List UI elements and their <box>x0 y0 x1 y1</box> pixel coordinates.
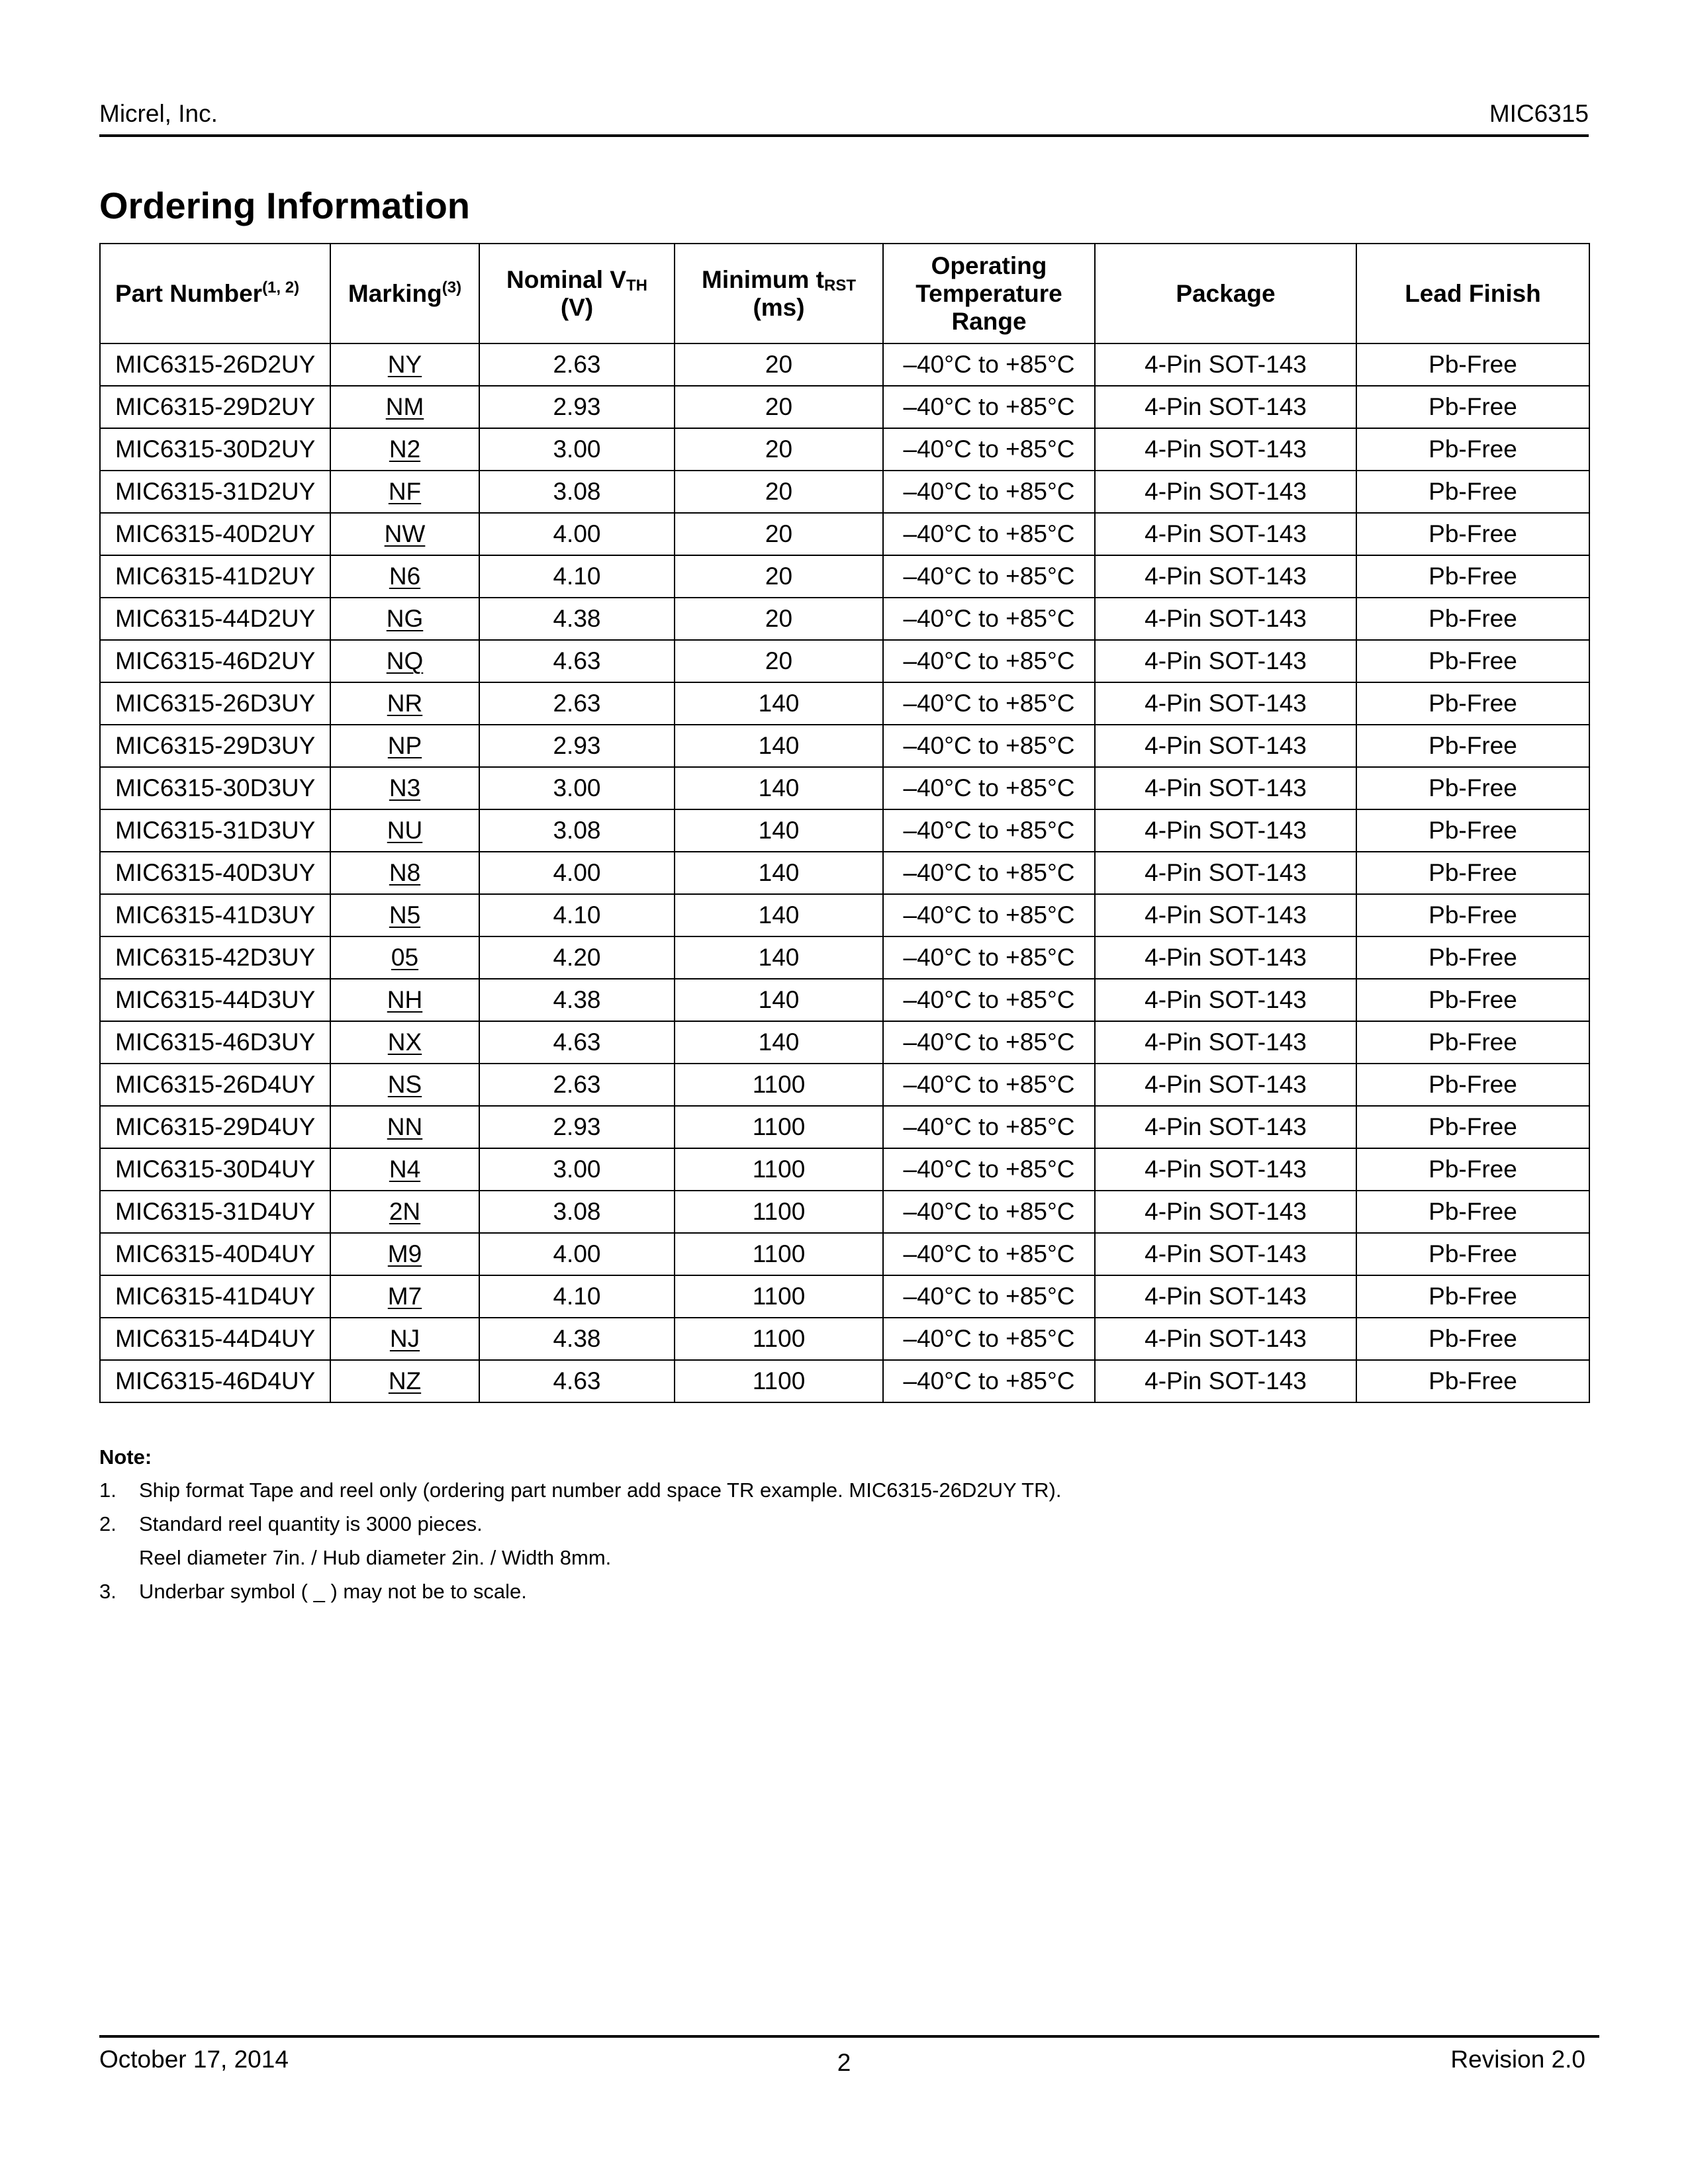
cell-nominal-vth: 4.63 <box>479 1021 675 1064</box>
marking-code: M9 <box>387 1240 422 1267</box>
cell-package: 4-Pin SOT-143 <box>1095 1275 1356 1318</box>
table-row <box>100 513 1589 555</box>
cell-package: 4-Pin SOT-143 <box>1095 1233 1356 1275</box>
cell-part-number: MIC6315-30D3UY <box>100 767 330 809</box>
cell-lead-finish: Pb-Free <box>1356 1318 1589 1360</box>
cell-package: 4-Pin SOT-143 <box>1095 513 1356 555</box>
cell-marking <box>330 682 479 725</box>
cell-part-number: MIC6315-44D2UY <box>100 598 330 640</box>
cell-marking <box>330 1021 479 1064</box>
marking-code: NF <box>388 478 422 505</box>
note-text: Standard reel quantity is 3000 pieces. <box>139 1512 483 1535</box>
table-row <box>100 1148 1589 1191</box>
cell-lead-finish: Pb-Free <box>1356 1275 1589 1318</box>
cell-lead-finish: Pb-Free <box>1356 428 1589 471</box>
col-header-lead-finish: Lead Finish <box>1356 244 1589 343</box>
cell-nominal-vth: 2.63 <box>479 343 675 386</box>
cell-temperature-range: –40°C to +85°C <box>883 894 1095 936</box>
cell-package: 4-Pin SOT-143 <box>1095 894 1356 936</box>
table-row <box>100 979 1589 1021</box>
cell-nominal-vth: 2.93 <box>479 386 675 428</box>
note-item <box>99 1545 1589 1571</box>
cell-minimum-trst: 20 <box>675 555 883 598</box>
marking-code: N5 <box>389 901 421 929</box>
cell-part-number: MIC6315-41D2UY <box>100 555 330 598</box>
marking-code: NP <box>387 732 422 759</box>
marking-code: 05 <box>391 944 419 971</box>
cell-lead-finish: Pb-Free <box>1356 1191 1589 1233</box>
table-row <box>100 1233 1589 1275</box>
cell-marking <box>330 428 479 471</box>
table-row <box>100 343 1589 386</box>
note-text: Underbar symbol ( _ ) may not be to scale. <box>139 1580 527 1603</box>
cell-lead-finish: Pb-Free <box>1356 471 1589 513</box>
cell-temperature-range: –40°C to +85°C <box>883 471 1095 513</box>
cell-minimum-trst: 140 <box>675 852 883 894</box>
cell-marking <box>330 809 479 852</box>
note-number: 1. <box>99 1479 117 1502</box>
cell-nominal-vth: 4.10 <box>479 1275 675 1318</box>
footer-date: October 17, 2014 <box>99 2046 289 2073</box>
cell-temperature-range: –40°C to +85°C <box>883 725 1095 767</box>
cell-temperature-range: –40°C to +85°C <box>883 1106 1095 1148</box>
cell-nominal-vth: 4.63 <box>479 1360 675 1402</box>
cell-package: 4-Pin SOT-143 <box>1095 428 1356 471</box>
cell-minimum-trst: 20 <box>675 513 883 555</box>
marking-code: 2N <box>389 1198 421 1225</box>
cell-marking <box>330 1106 479 1148</box>
marking-code: NY <box>387 351 422 378</box>
cell-minimum-trst: 140 <box>675 767 883 809</box>
cell-package: 4-Pin SOT-143 <box>1095 852 1356 894</box>
cell-part-number: MIC6315-41D3UY <box>100 894 330 936</box>
cell-nominal-vth: 4.10 <box>479 894 675 936</box>
cell-lead-finish: Pb-Free <box>1356 386 1589 428</box>
cell-package: 4-Pin SOT-143 <box>1095 1064 1356 1106</box>
cell-package: 4-Pin SOT-143 <box>1095 1106 1356 1148</box>
cell-part-number: MIC6315-46D4UY <box>100 1360 330 1402</box>
cell-nominal-vth: 4.38 <box>479 1318 675 1360</box>
cell-lead-finish: Pb-Free <box>1356 682 1589 725</box>
cell-minimum-trst: 140 <box>675 809 883 852</box>
marking-code: NH <box>387 986 423 1013</box>
cell-nominal-vth: 3.08 <box>479 809 675 852</box>
cell-part-number: MIC6315-44D4UY <box>100 1318 330 1360</box>
cell-marking <box>330 471 479 513</box>
cell-package: 4-Pin SOT-143 <box>1095 386 1356 428</box>
cell-nominal-vth: 2.63 <box>479 1064 675 1106</box>
cell-marking <box>330 894 479 936</box>
cell-marking <box>330 1360 479 1402</box>
note-text: Reel diameter 7in. / Hub diameter 2in. / Width 8mm. <box>139 1546 612 1569</box>
table-header-row <box>100 244 1589 343</box>
note-item <box>99 1578 1589 1605</box>
table-row <box>100 809 1589 852</box>
cell-part-number: MIC6315-30D4UY <box>100 1148 330 1191</box>
cell-part-number: MIC6315-46D2UY <box>100 640 330 682</box>
cell-minimum-trst: 1100 <box>675 1360 883 1402</box>
table-row <box>100 386 1589 428</box>
header-divider <box>99 134 1589 137</box>
table-row <box>100 1318 1589 1360</box>
cell-marking <box>330 1191 479 1233</box>
cell-package: 4-Pin SOT-143 <box>1095 1318 1356 1360</box>
cell-package: 4-Pin SOT-143 <box>1095 598 1356 640</box>
cell-part-number: MIC6315-46D3UY <box>100 1021 330 1064</box>
cell-temperature-range: –40°C to +85°C <box>883 809 1095 852</box>
cell-marking <box>330 767 479 809</box>
cell-marking <box>330 1275 479 1318</box>
cell-lead-finish: Pb-Free <box>1356 1106 1589 1148</box>
cell-temperature-range: –40°C to +85°C <box>883 428 1095 471</box>
cell-package: 4-Pin SOT-143 <box>1095 767 1356 809</box>
cell-minimum-trst: 20 <box>675 343 883 386</box>
cell-marking <box>330 1318 479 1360</box>
cell-lead-finish: Pb-Free <box>1356 513 1589 555</box>
table-row <box>100 640 1589 682</box>
cell-marking <box>330 936 479 979</box>
cell-marking <box>330 852 479 894</box>
cell-package: 4-Pin SOT-143 <box>1095 936 1356 979</box>
cell-minimum-trst: 20 <box>675 598 883 640</box>
cell-lead-finish: Pb-Free <box>1356 1233 1589 1275</box>
cell-temperature-range: –40°C to +85°C <box>883 513 1095 555</box>
cell-minimum-trst: 140 <box>675 1021 883 1064</box>
cell-lead-finish: Pb-Free <box>1356 640 1589 682</box>
cell-lead-finish: Pb-Free <box>1356 1148 1589 1191</box>
cell-nominal-vth: 3.08 <box>479 471 675 513</box>
cell-temperature-range: –40°C to +85°C <box>883 1148 1095 1191</box>
cell-temperature-range: –40°C to +85°C <box>883 1064 1095 1106</box>
header-company: Micrel, Inc. <box>99 100 218 127</box>
table-row <box>100 1275 1589 1318</box>
cell-nominal-vth: 3.08 <box>479 1191 675 1233</box>
marking-code: NS <box>387 1071 422 1098</box>
cell-package: 4-Pin SOT-143 <box>1095 1021 1356 1064</box>
cell-nominal-vth: 4.20 <box>479 936 675 979</box>
cell-minimum-trst: 140 <box>675 894 883 936</box>
cell-temperature-range: –40°C to +85°C <box>883 936 1095 979</box>
marking-code: NJ <box>389 1325 420 1352</box>
cell-marking <box>330 386 479 428</box>
marking-code: NN <box>387 1113 423 1140</box>
cell-minimum-trst: 140 <box>675 979 883 1021</box>
cell-minimum-trst: 1100 <box>675 1233 883 1275</box>
cell-package: 4-Pin SOT-143 <box>1095 1148 1356 1191</box>
cell-lead-finish: Pb-Free <box>1356 979 1589 1021</box>
cell-minimum-trst: 1100 <box>675 1064 883 1106</box>
note-item <box>99 1477 1589 1504</box>
cell-temperature-range: –40°C to +85°C <box>883 343 1095 386</box>
cell-minimum-trst: 1100 <box>675 1106 883 1148</box>
cell-minimum-trst: 140 <box>675 682 883 725</box>
cell-temperature-range: –40°C to +85°C <box>883 1191 1095 1233</box>
cell-nominal-vth: 3.00 <box>479 428 675 471</box>
marking-code: NG <box>386 605 424 632</box>
cell-marking <box>330 640 479 682</box>
table-row <box>100 936 1589 979</box>
col-header-marking: Marking$^{(3)}$ <box>330 244 479 343</box>
cell-nominal-vth: 3.00 <box>479 1148 675 1191</box>
cell-minimum-trst: 140 <box>675 725 883 767</box>
cell-lead-finish: Pb-Free <box>1356 343 1589 386</box>
cell-marking <box>330 343 479 386</box>
cell-temperature-range: –40°C to +85°C <box>883 767 1095 809</box>
table-row <box>100 1360 1589 1402</box>
marking-code: NM <box>385 393 424 420</box>
marking-code: N8 <box>389 859 421 886</box>
page-title: Ordering Information <box>99 185 470 226</box>
table-body <box>100 343 1589 1402</box>
cell-nominal-vth: 2.93 <box>479 725 675 767</box>
marking-code: N4 <box>389 1156 421 1183</box>
cell-lead-finish: Pb-Free <box>1356 894 1589 936</box>
table-row <box>100 471 1589 513</box>
cell-minimum-trst: 1100 <box>675 1191 883 1233</box>
cell-lead-finish: Pb-Free <box>1356 1064 1589 1106</box>
cell-package: 4-Pin SOT-143 <box>1095 343 1356 386</box>
ordering-table <box>99 243 1590 1403</box>
cell-part-number: MIC6315-41D4UY <box>100 1275 330 1318</box>
cell-marking <box>330 555 479 598</box>
cell-nominal-vth: 3.00 <box>479 767 675 809</box>
table-row <box>100 1191 1589 1233</box>
marking-code: N6 <box>389 563 421 590</box>
cell-temperature-range: –40°C to +85°C <box>883 1021 1095 1064</box>
marking-code: NQ <box>386 647 424 674</box>
cell-part-number: MIC6315-26D3UY <box>100 682 330 725</box>
notes-title: Note: <box>99 1445 152 1469</box>
col-header-nominal-vth: Nominal $V_{TH}$ (V) <box>479 244 675 343</box>
cell-marking <box>330 1148 479 1191</box>
table-row <box>100 428 1589 471</box>
cell-nominal-vth: 2.63 <box>479 682 675 725</box>
marking-code: NR <box>387 690 423 717</box>
cell-minimum-trst: 1100 <box>675 1275 883 1318</box>
cell-temperature-range: –40°C to +85°C <box>883 1233 1095 1275</box>
marking-code: N3 <box>389 774 421 801</box>
cell-temperature-range: –40°C to +85°C <box>883 852 1095 894</box>
cell-temperature-range: –40°C to +85°C <box>883 979 1095 1021</box>
cell-minimum-trst: 140 <box>675 936 883 979</box>
cell-lead-finish: Pb-Free <box>1356 936 1589 979</box>
col-header-minimum-trst: Minimum $t_{RST}$ (ms) <box>675 244 883 343</box>
cell-part-number: MIC6315-31D3UY <box>100 809 330 852</box>
cell-package: 4-Pin SOT-143 <box>1095 725 1356 767</box>
table-row <box>100 725 1589 767</box>
notes-list <box>99 1477 1589 1605</box>
header-part-number: MIC6315 <box>1489 100 1589 127</box>
table-row <box>100 598 1589 640</box>
cell-part-number: MIC6315-42D3UY <box>100 936 330 979</box>
cell-lead-finish: Pb-Free <box>1356 852 1589 894</box>
marking-code: NU <box>387 817 423 844</box>
cell-marking <box>330 598 479 640</box>
cell-marking <box>330 1064 479 1106</box>
cell-nominal-vth: 4.38 <box>479 979 675 1021</box>
note-number: 2. <box>99 1512 117 1535</box>
cell-package: 4-Pin SOT-143 <box>1095 1191 1356 1233</box>
cell-lead-finish: Pb-Free <box>1356 725 1589 767</box>
note-number <box>99 1545 139 1571</box>
cell-part-number: MIC6315-40D3UY <box>100 852 330 894</box>
cell-lead-finish: Pb-Free <box>1356 1021 1589 1064</box>
table-row <box>100 894 1589 936</box>
cell-part-number: MIC6315-31D2UY <box>100 471 330 513</box>
marking-code: NX <box>387 1028 422 1056</box>
cell-nominal-vth: 2.93 <box>479 1106 675 1148</box>
cell-temperature-range: –40°C to +85°C <box>883 555 1095 598</box>
footer-revision: Revision 2.0 <box>1450 2046 1585 2073</box>
cell-nominal-vth: 4.00 <box>479 1233 675 1275</box>
cell-package: 4-Pin SOT-143 <box>1095 809 1356 852</box>
cell-package: 4-Pin SOT-143 <box>1095 471 1356 513</box>
cell-part-number: MIC6315-30D2UY <box>100 428 330 471</box>
cell-package: 4-Pin SOT-143 <box>1095 682 1356 725</box>
cell-part-number: MIC6315-29D4UY <box>100 1106 330 1148</box>
page-number: 2 <box>837 2049 851 2076</box>
table-row <box>100 682 1589 725</box>
table-row <box>100 1064 1589 1106</box>
cell-package: 4-Pin SOT-143 <box>1095 979 1356 1021</box>
table-row <box>100 555 1589 598</box>
cell-nominal-vth: 4.38 <box>479 598 675 640</box>
cell-temperature-range: –40°C to +85°C <box>883 598 1095 640</box>
cell-nominal-vth: 4.10 <box>479 555 675 598</box>
cell-lead-finish: Pb-Free <box>1356 555 1589 598</box>
cell-part-number: MIC6315-29D2UY <box>100 386 330 428</box>
cell-lead-finish: Pb-Free <box>1356 1360 1589 1402</box>
cell-minimum-trst: 1100 <box>675 1148 883 1191</box>
table-row <box>100 1106 1589 1148</box>
cell-package: 4-Pin SOT-143 <box>1095 640 1356 682</box>
cell-minimum-trst: 20 <box>675 428 883 471</box>
notes-section <box>99 1444 1589 1612</box>
marking-code: NW <box>384 520 426 547</box>
cell-temperature-range: –40°C to +85°C <box>883 386 1095 428</box>
cell-part-number: MIC6315-44D3UY <box>100 979 330 1021</box>
col-header-package: Package <box>1095 244 1356 343</box>
note-number: 3. <box>99 1580 117 1603</box>
cell-part-number: MIC6315-26D2UY <box>100 343 330 386</box>
cell-nominal-vth: 4.63 <box>479 640 675 682</box>
note-text: Ship format Tape and reel only (ordering part number add space TR example. MIC6315-26D2UY TR). <box>139 1479 1062 1502</box>
cell-marking <box>330 513 479 555</box>
cell-minimum-trst: 20 <box>675 640 883 682</box>
cell-minimum-trst: 20 <box>675 471 883 513</box>
cell-minimum-trst: 20 <box>675 386 883 428</box>
marking-code: N2 <box>389 435 421 463</box>
cell-part-number: MIC6315-31D4UY <box>100 1191 330 1233</box>
marking-code: NZ <box>388 1367 422 1394</box>
cell-part-number: MIC6315-40D4UY <box>100 1233 330 1275</box>
cell-nominal-vth: 4.00 <box>479 513 675 555</box>
note-item <box>99 1511 1589 1537</box>
cell-package: 4-Pin SOT-143 <box>1095 555 1356 598</box>
marking-code: M7 <box>387 1283 422 1310</box>
table-row <box>100 1021 1589 1064</box>
cell-part-number: MIC6315-40D2UY <box>100 513 330 555</box>
cell-temperature-range: –40°C to +85°C <box>883 1360 1095 1402</box>
cell-marking <box>330 979 479 1021</box>
cell-package: 4-Pin SOT-143 <box>1095 1360 1356 1402</box>
cell-lead-finish: Pb-Free <box>1356 767 1589 809</box>
cell-marking <box>330 1233 479 1275</box>
cell-lead-finish: Pb-Free <box>1356 598 1589 640</box>
cell-temperature-range: –40°C to +85°C <box>883 640 1095 682</box>
cell-marking <box>330 725 479 767</box>
cell-lead-finish: Pb-Free <box>1356 809 1589 852</box>
col-header-temperature-range: Operating Temperature Range <box>883 244 1095 343</box>
cell-temperature-range: –40°C to +85°C <box>883 1318 1095 1360</box>
cell-nominal-vth: 4.00 <box>479 852 675 894</box>
footer-divider <box>99 2035 1599 2038</box>
cell-part-number: MIC6315-26D4UY <box>100 1064 330 1106</box>
table-row <box>100 852 1589 894</box>
cell-minimum-trst: 1100 <box>675 1318 883 1360</box>
cell-part-number: MIC6315-29D3UY <box>100 725 330 767</box>
cell-temperature-range: –40°C to +85°C <box>883 682 1095 725</box>
table-row <box>100 767 1589 809</box>
cell-temperature-range: –40°C to +85°C <box>883 1275 1095 1318</box>
col-header-part-number: Part Number$^{(1, 2)}$ <box>100 244 330 343</box>
